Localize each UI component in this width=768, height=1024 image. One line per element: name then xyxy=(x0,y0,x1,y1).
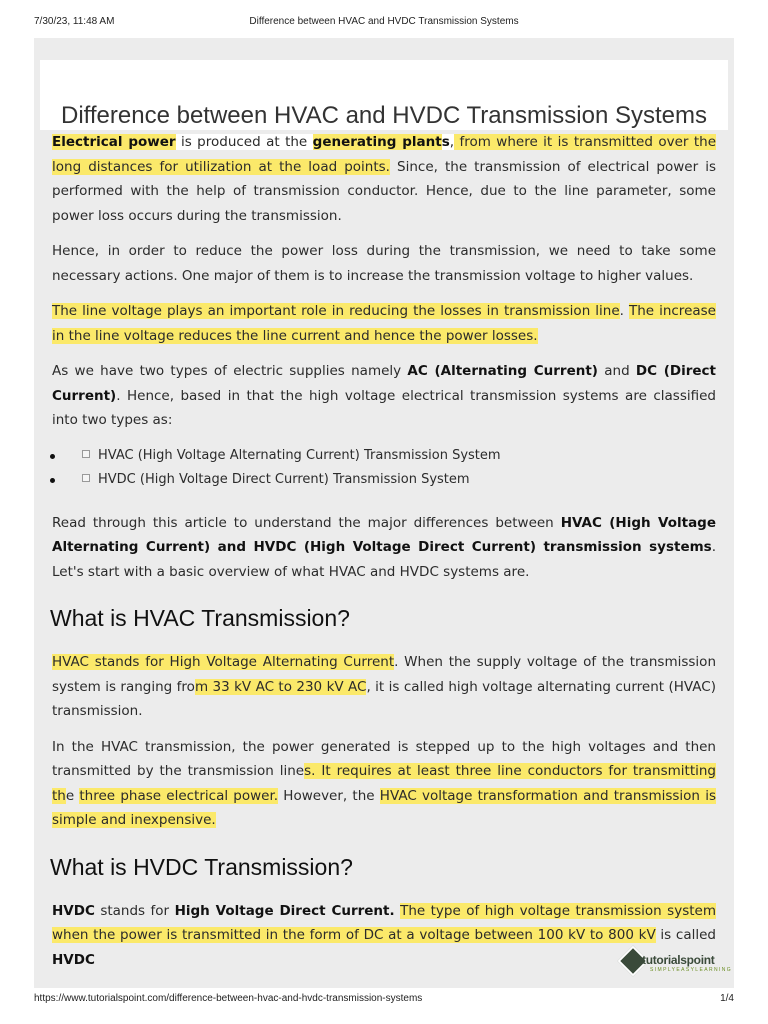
text-span: . Hence, based in that the high voltage electrical transmission systems are classified into two types as: xyxy=(52,387,716,428)
list-item-label: HVAC (High Voltage Alternating Current) Transmission System xyxy=(98,447,501,463)
text-span: The type of high voltage transmission system when the power is transmitted in the form of DC at a voltage between 100 kV to 800 kV xyxy=(52,902,716,943)
text-span: HVAC stands for High Voltage Alternating Current xyxy=(52,654,395,670)
heading-hvac: What is HVAC Transmission? xyxy=(50,605,350,631)
logo-tagline: SIMPLYEASYLEARNING xyxy=(650,967,733,973)
article-title: Difference between HVAC and HVDC Transmission Systems xyxy=(60,102,708,129)
paragraph-hvac-detail xyxy=(52,735,716,833)
text-span: and xyxy=(597,363,636,379)
paragraph-intro xyxy=(52,130,716,228)
text-span: is produced at the xyxy=(175,134,313,150)
paragraph-supply-types xyxy=(52,359,716,433)
text-span: In the HVAC transmission, the power generated is stepped up to the high voltages and then transmitted by the transmission line xyxy=(52,738,716,779)
print-url: https://www.tutorialspoint.com/difference-between-hvac-and-hvdc-transmission-systems xyxy=(34,993,423,1004)
article-body xyxy=(52,130,716,983)
text-span: , xyxy=(449,134,455,150)
text-span: HVAC (High Voltage Alternating Current) and HVDC (High Voltage Direct Current) transmission systems xyxy=(52,514,716,555)
text-span: As we have two types of electric supplies namely xyxy=(52,363,408,379)
list-item xyxy=(52,444,716,468)
paragraph-hvdc-def xyxy=(52,899,716,973)
text-span: Read through this article to understand the major differences between xyxy=(52,514,561,531)
print-header xyxy=(34,16,734,30)
print-doc-title: Difference between HVAC and HVDC Transmission Systems xyxy=(249,16,519,27)
text-span: stands for xyxy=(94,902,175,919)
list-item xyxy=(52,468,716,492)
paragraph-power-loss: Hence, in order to reduce the power loss during the transmission, we need to take some necessary actions. One major of them is to increase the transmission voltage to higher values. xyxy=(52,243,716,284)
text-span: e xyxy=(65,787,80,804)
text-span: . xyxy=(619,303,629,319)
checkbox-glyph-icon xyxy=(82,450,90,458)
transmission-types-list xyxy=(52,444,716,492)
text-span: AC (Alternating Current) xyxy=(407,363,598,379)
text-span: generating plant xyxy=(312,134,442,150)
text-span: . When the supply voltage of the transmission system is ranging fro xyxy=(52,654,716,695)
text-span: HVDC xyxy=(52,951,95,968)
text-span: High Voltage Direct Current. xyxy=(174,902,395,919)
text-span: three phase electrical power. xyxy=(79,787,279,804)
text-span: s. It requires at least three line conductors for transmitting th xyxy=(52,763,716,804)
logo-name: tutorialspoint xyxy=(642,953,715,967)
title-card xyxy=(40,60,728,130)
article-page xyxy=(34,38,734,988)
page-number: 1/4 xyxy=(720,993,734,1004)
paragraph-overview xyxy=(52,511,716,585)
print-date: 7/30/23, 11:48 AM xyxy=(34,16,115,27)
heading-hvdc: What is HVDC Transmission? xyxy=(50,853,353,880)
text-span: HVAC voltage transformation and transmission is simple and inexpensive. xyxy=(52,787,716,828)
text-span: s xyxy=(441,134,450,150)
text-span: Electrical power xyxy=(52,134,176,150)
print-footer xyxy=(34,993,734,1007)
text-span: Since, the transmission of electrical power is performed with the help of transmission conductor. Hence, due to the line parameter, some power loss occurs during the transmission. xyxy=(52,158,716,224)
text-span: DC (Direct Current) xyxy=(52,363,716,404)
paragraph-line-voltage xyxy=(52,299,716,348)
text-span: The increase in the line voltage reduces the line current and hence the power losses. xyxy=(52,303,716,344)
list-item-label: HVDC (High Voltage Direct Current) Transmission System xyxy=(98,471,470,487)
tutorialspoint-logo xyxy=(620,944,738,980)
text-span: . Let's start with a basic overview of what HVAC and HVDC systems are. xyxy=(52,539,716,580)
text-span: HVDC xyxy=(52,902,95,919)
text-span: The line voltage plays an important role in reducing the losses in transmission line xyxy=(52,303,620,319)
paragraph-hvac-def xyxy=(52,650,716,724)
text-span: is called xyxy=(655,927,716,943)
text-span: However, the xyxy=(278,787,380,804)
text-span: , it is called high voltage alternating current (HVAC) transmission. xyxy=(52,678,716,719)
text-span: from where it is transmitted over the long distances for utilization at the load points. xyxy=(52,134,717,175)
checkbox-glyph-icon xyxy=(82,474,90,482)
text-span: m 33 kV AC to 230 kV AC xyxy=(194,678,367,695)
